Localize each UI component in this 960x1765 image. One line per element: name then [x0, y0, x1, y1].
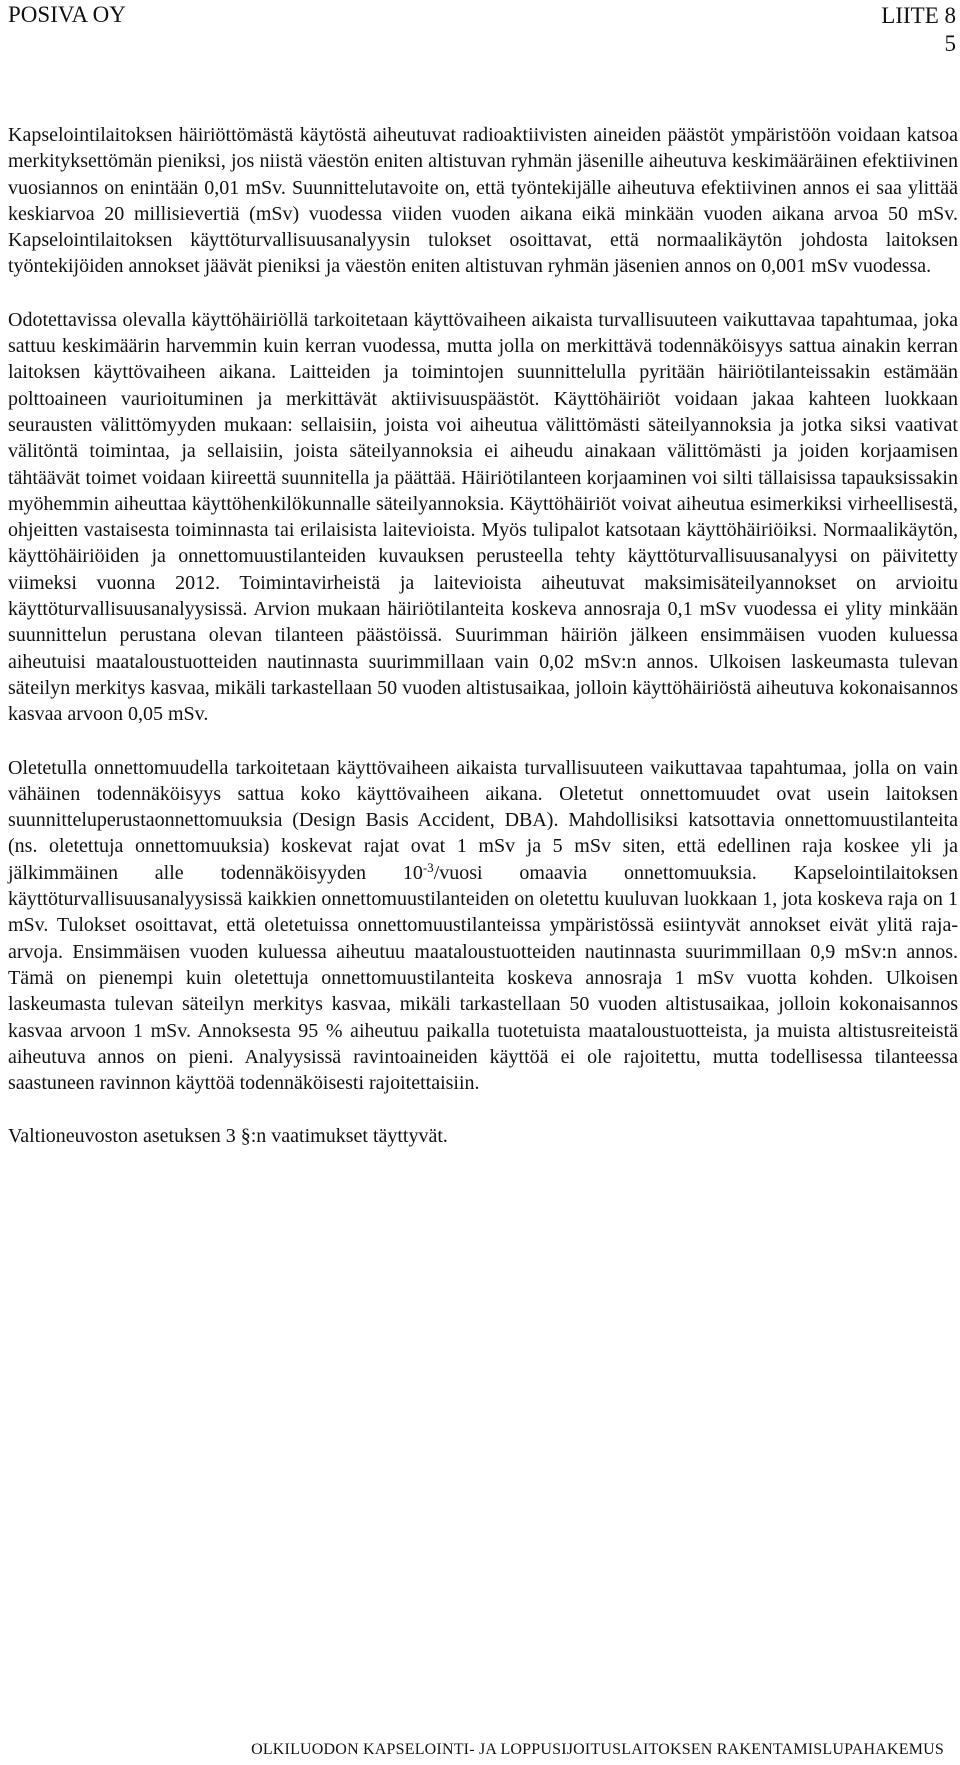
page-number: 5 [944, 31, 956, 56]
header-organization: POSIVA OY [8, 2, 126, 27]
paragraph-conclusion: Valtioneuvoston asetuksen 3 §:n vaatimukset täyttyvät. [8, 1125, 448, 1148]
appendix-label: LIITE 8 [881, 3, 956, 28]
paragraph-accidents-part1: Oletetulla onnettomuudella tarkoitetaan käyttövaiheen aikaista turvallisuuteen vaikuttavaa tapahtumaa, jolla on vain vähäinen todennäköisyys sattua koko käyttövaiheen aikana. Oletetut onnettomuudet ovat usein laitoksen suunnitteluperustaonnettomuuksia (Design Basis Accident, DBA). Mahdollisiksi katsottavia onnettomuustilanteita (ns. oletettuja onnettomuuksia) koskevat rajat ovat 1 mSv ja 5 mSv siten, että edellinen raja koskee yli ja jälkimmäinen alle todennäköisyyden 10 [8, 756, 958, 884]
footer-title: OLKILUODON KAPSELOINTI- JA LOPPUSIJOITUSLAITOKSEN RAKENTAMISLUPAHAKEMUS [251, 1741, 944, 1758]
document-body [8, 122, 958, 1150]
paragraph-accidents-part2: /vuosi omaavia onnettomuuksia. Kapselointilaitoksen käyttöturvallisuusanalyysissä kaikkien onnettomuustilanteiden on oletettu kuuluvan luokkaan 1, jota koskeva raja on 1 mSv. Tulokset osoittavat, että oletetuissa onnettomuustilanteissa ympäristössä esiintyvät annokset eivät ylitä raja-arvoja. Ensimmäisen vuoden kuluessa aiheutuu maataloustuotteiden nautinnasta suurimmillaan 0,9 mSv:n annos. Tämä on pienempi kuin oletettuja onnettomuustilanteita koskeva annosraja 1 mSv vuotta kohden. Ulkoisen laskeumasta tulevan säteilyn merkitys kasvaa, mikäli tarkastellaan 50 vuoden altistusaikaa, jolloin kokonaisannos kasvaa arvoon 1 mSv. Annoksesta 95 % aiheutuu paikalla tuotetuista maataloustuotteista, ja muista altistusreiteistä aiheutuva annos on pieni. Analyysissä ravintoaineiden käyttöä ei ole rajoitettu, mutta todellisessa tilanteessa saastuneen ravinnon käyttöä todennäköisesti rajoitettaisiin. [8, 861, 958, 1095]
paragraph-operational-disturbances: Odotettavissa olevalla käyttöhäiriöllä tarkoitetaan käyttövaiheen aikaista turvallisuuteen vaikuttavaa tapahtumaa, joka sattuu keskimäärin harvemmin kuin kerran vuodessa, mutta jolla on merkittävä todennäköisyys sattua ainakin kerran laitoksen käyttövaiheen aikana. Laitteiden ja toimintojen suunnittelulla pyritään häiriötilanteissakin estämään polttoaineen vaurioituminen ja merkittävät aktiivisuuspäästöt. Käyttöhäiriöt voidaan jakaa kahteen luokkaan seurausten välittömyyden mukaan: sellaisiin, joista voi aiheutua välittömästi säteilyannoksia ja jotka siksi vaativat välitöntä toimintaa, ja sellaisiin, joista säteilyannoksia ei aiheudu ainakaan välittömästi ja joiden korjaamisen tähtäävät toimet voidaan kiireettä suunnitella ja päättää. Häiriötilanteen korjaaminen voi silti tällaisissa tapauksissakin myöhemmin aiheuttaa käyttöhenkilökunnalle säteilyannoksia. Käyttöhäiriöt voivat aiheutua esimerkiksi virheellisestä, ohjeitten vastaisesta toiminnasta tai erilaisista laitevioista. Myös tulipalot katsotaan käyttöhäiriöiksi. Normaalikäytön, käyttöhäiriöiden ja onnettomuustilanteiden kuvauksen perusteella tehty käyttöturvallisuusanalyysi on päivitetty viimeksi vuonna 2012. Toimintavirheistä ja laitevioista aiheutuvat maksimisäteilyannokset on arvioitu käyttöturvallisuusanalyysissä. Arvion mukaan häiriötilanteita koskeva annosraja 0,1 mSv vuodessa ei ylity minkään suunnittelun perustana olevan tilanteen päästöissä. Suurimman häiriön jälkeen ensimmäisen vuoden kuluessa aiheutuisi maataloustuotteiden nautinnasta suurimmillaan vain 0,02 mSv:n annos. Ulkoisen laskeumasta tulevan säteilyn merkitys kasvaa, mikäli tarkastellaan 50 vuoden altistusaikaa, jolloin käyttöhäiriöstä aiheutuva kokonaisannos kasvaa arvoon 0,05 mSv. [8, 308, 958, 726]
paragraph-normal-operation-doses: Kapselointilaitoksen häiriöttömästä käytöstä aiheutuvat radioaktiivisten aineiden päästöt ympäristöön voidaan katsoa merkityksettömän pieniksi, jos niistä väestön eniten altistuvan ryhmän jäsenille aiheutuva keskimääräinen efektiivinen vuosiannos on enintään 0,01 mSv. Suunnittelutavoite on, että työntekijälle aiheutuva efektiivinen annos ei saa ylittää keskiarvoa 20 millisievertiä (mSv) vuodessa viiden vuoden aikana eikä minkään vuoden aikana arvoa 50 mSv. Kapselointilaitoksen käyttöturvallisuusanalyysin tulokset osoittavat, että normaalikäytön johdosta laitoksen työntekijöiden annokset jäävät pieniksi ja väestön eniten altistuvan ryhmän jäsenien annos on 0,001 mSv vuodessa. [8, 124, 958, 278]
header-appendix-block [881, 2, 956, 58]
paragraph-postulated-accidents [8, 755, 958, 1097]
probability-exponent: -3 [422, 859, 434, 875]
